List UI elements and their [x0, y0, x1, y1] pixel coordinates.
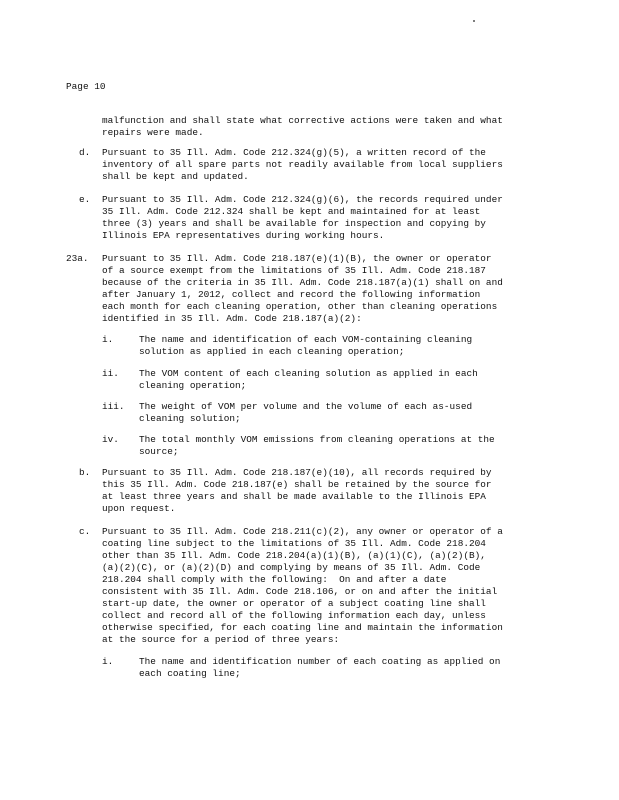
paragraph-line: otherwise specified, for each coating line and maintain the information: [102, 622, 503, 633]
paragraph-line: The total monthly VOM emissions from cleaning operations at the: [139, 434, 495, 445]
paragraph-line: Illinois EPA representatives during working hours.: [102, 230, 385, 241]
item-marker: c.: [79, 526, 91, 537]
item-marker: i.: [102, 334, 114, 345]
paragraph-line: this 35 Ill. Adm. Code 218.187(e) shall be retained by the source for: [102, 479, 492, 490]
paragraph-line: 35 Ill. Adm. Code 212.324 shall be kept and maintained for at least: [102, 206, 481, 217]
paragraph-line: The weight of VOM per volume and the volume of each as-used: [139, 401, 473, 412]
paragraph-line: after January 1, 2012, collect and record the following information: [102, 289, 481, 300]
item-marker: 23a.: [66, 253, 89, 264]
paragraph-line: inventory of all spare parts not readily available from local suppliers: [102, 159, 503, 170]
paragraph-line: Pursuant to 35 Ill. Adm. Code 212.324(g)(6), the records required under: [102, 194, 503, 205]
paragraph-line: malfunction and shall state what corrective actions were taken and what: [102, 115, 503, 126]
paragraph-line: start-up date, the owner or operator of a subject coating line shall: [102, 598, 486, 609]
paragraph-line: cleaning solution;: [139, 413, 241, 424]
item-marker: d.: [79, 147, 91, 158]
item-marker: iii.: [102, 401, 125, 412]
item-marker: i.: [102, 656, 114, 667]
paragraph-line: 218.204 shall comply with the following: On and after a date: [102, 574, 447, 585]
paragraph-line: Pursuant to 35 Ill. Adm. Code 212.324(g)(5), a written record of the: [102, 147, 486, 158]
item-marker: e.: [79, 194, 91, 205]
paragraph-line: at the source for a period of three years:: [102, 634, 340, 645]
paragraph-line: The name and identification of each VOM-containing cleaning: [139, 334, 473, 345]
paragraph-line: source;: [139, 446, 179, 457]
paragraph-line: at least three years and shall be made available to the Illinois EPA: [102, 491, 486, 502]
paragraph-line: Pursuant to 35 Ill. Adm. Code 218.187(e)(1)(B), the owner or operator: [102, 253, 492, 264]
item-marker: b.: [79, 467, 91, 478]
paragraph-line: other than 35 Ill. Adm. Code 218.204(a)(1)(B), (a)(1)(C), (a)(2)(B),: [102, 550, 486, 561]
item-marker: iv.: [102, 434, 119, 445]
paragraph-line: cleaning operation;: [139, 380, 247, 391]
paragraph-line: of a source exempt from the limitations of 35 Ill. Adm. Code 218.187: [102, 265, 486, 276]
paragraph-line: three (3) years and shall be available for inspection and copying by: [102, 218, 486, 229]
paragraph-line: solution as applied in each cleaning operation;: [139, 346, 405, 357]
paragraph-line: (a)(2)(C), or (a)(2)(D) and complying by means of 35 Ill. Adm. Code: [102, 562, 481, 573]
paragraph-line: each coating line;: [139, 668, 241, 679]
paragraph-line: coating line subject to the limitations of 35 Ill. Adm. Code 218.204: [102, 538, 486, 549]
paragraph-line: each month for each cleaning operation, other than cleaning operations: [102, 301, 498, 312]
paragraph-line: The VOM content of each cleaning solution as applied in each: [139, 368, 478, 379]
paragraph-line: upon request.: [102, 503, 176, 514]
paragraph-line: repairs were made.: [102, 127, 204, 138]
scan-speck: [473, 20, 475, 22]
item-marker: ii.: [102, 368, 119, 379]
page-header: Page 10: [66, 81, 106, 92]
paragraph-line: shall be kept and updated.: [102, 171, 249, 182]
paragraph-line: identified in 35 Ill. Adm. Code 218.187(a)(2):: [102, 313, 362, 324]
paragraph-line: The name and identification number of each coating as applied on: [139, 656, 501, 667]
paragraph-line: consistent with 35 Ill. Adm. Code 218.106, or on and after the initial: [102, 586, 498, 597]
paragraph-line: collect and record all of the following information each day, unless: [102, 610, 486, 621]
paragraph-line: because of the criteria in 35 Ill. Adm. Code 218.187(a)(1) shall on and: [102, 277, 503, 288]
paragraph-line: Pursuant to 35 Ill. Adm. Code 218.211(c)(2), any owner or operator of a: [102, 526, 503, 537]
paragraph-line: Pursuant to 35 Ill. Adm. Code 218.187(e)(10), all records required by: [102, 467, 492, 478]
